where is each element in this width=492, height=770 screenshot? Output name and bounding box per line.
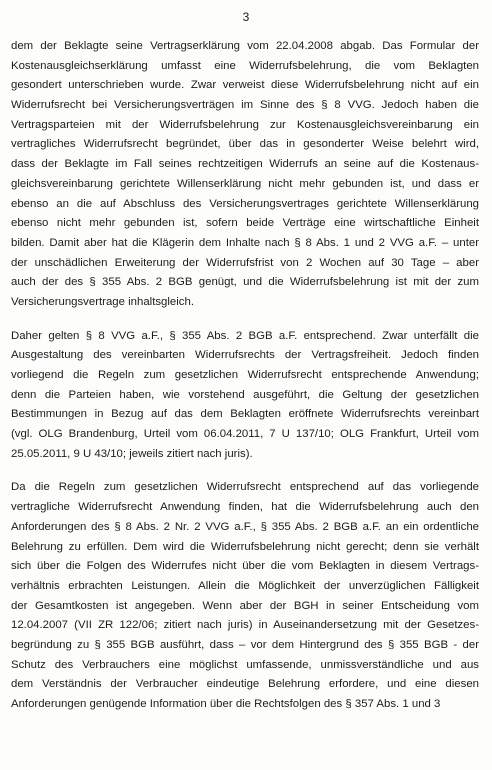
paragraph [11, 478, 479, 714]
paragraph [11, 37, 479, 313]
text-line: dem der Beklagte seine Vertragserklärung vom 22.04.2008 abgab. Das Formular der [11, 40, 479, 52]
text-line: ebenso an die auf Abschluss des Versicherungsvertrages gerichtete Willenserklärung [11, 197, 479, 210]
text-line: dass der Beklagte im Fall seines rechtzeitigen Widerrufs an seine auf die Kostenaus- [11, 158, 479, 171]
text-line: Da die Regeln zum gesetzlichen Widerrufsrecht entsprechend auf das vorliegende [11, 481, 479, 494]
body-text [11, 37, 479, 729]
text-line: Anforderungen des § 8 Abs. 2 Nr. 2 VVG a.F., § 355 Abs. 2 BGB a.F. an ein ordentliche [11, 520, 479, 533]
text-line: verhältnis erbrachten Leistungen. Allein die Möglichkeit der unverzüglichen Fälligkeit [11, 579, 479, 592]
text-line: Bestimmungen in Bezug auf das dem Beklagten eröffnete Widerrufsrechts vereinbart [11, 408, 479, 421]
text-line: auch der des § 355 Abs. 2 BGB genügt, und die Widerrufsbelehrung ist mit der zum [11, 276, 479, 289]
text-line: Vertragsparteien mit der Widerrufsbelehrung zur Kostenausgleichsvereinbarung ein [11, 118, 479, 131]
text-line: Belehrung zu erfüllen. Dem wird die Widerrufsbelehrung nicht gerecht; denn sie verhält [11, 540, 479, 553]
text-line: bilden. Damit aber hat die Klägerin dem Inhalte nach § 8 Abs. 1 und 2 VVG a.F. – unter [11, 236, 479, 249]
text-line: der Gesamtkosten ist angegeben. Wenn aber der BGH in seiner Entscheidung vom [11, 599, 479, 612]
text-line: Anforderungen genügende Information über die Rechtsfolgen des § 357 Abs. 1 und 3 [11, 698, 441, 710]
text-line: Widerrufsrecht bei Versicherungsverträgen im Sinne des § 8 VVG. Jedoch haben die [11, 99, 479, 112]
text-line: vertragliche Widerrufsrecht Anwendung finden, hat die Widerrufsbelehrung auch den [11, 501, 479, 514]
text-line: Schutz des Verbrauchers eine möglichst umfassende, unmissverständliche und aus [11, 658, 479, 671]
text-line: 12.04.2007 (VII ZR 122/06; zitiert nach juris) in Auseinandersetzung mit der Gesetzes- [11, 619, 479, 632]
text-line: Ausgestaltung des vereinbarten Widerrufsrechts der Vertragsfreiheit. Jedoch finden [11, 349, 479, 362]
text-line: ebenso nicht mehr gebunden ist, sofern beide Verträge eine wirtschaftliche Einheit [11, 217, 479, 230]
text-line: Daher gelten § 8 VVG a.F., § 355 Abs. 2 BGB a.F. entsprechend. Zwar unterfällt die [11, 329, 479, 342]
text-line: vorliegend die Regeln zum gesetzlichen Widerrufsrecht entsprechende Anwendung; [11, 369, 479, 381]
text-line: gleichsvereinbarung gerichtete Willenserklärung nicht mehr gebunden ist, und dass er [11, 177, 479, 190]
text-line: vertragliches Widerrufsrecht begründet, über das in gesonderter Weise belehrt wird, [11, 138, 479, 151]
text-line: gesondert unterschrieben wurde. Zwar verweist diese Widerrufsbelehrung nicht auf ein [11, 79, 479, 92]
page-number: 3 [242, 10, 250, 24]
text-line: Kostenausgleichserklärung umfasst eine Widerrufsbelehrung, die vom Beklagten [11, 59, 479, 72]
text-line: dem Verständnis der Verbraucher eindeutige Belehrung erfordere, und eine diesen [11, 678, 479, 691]
text-line: sich über die Folgen des Widerrufes nicht über die vom Beklagten in diesem Vertrags- [11, 560, 479, 573]
text-line: der unschädlichen Erweiterung der Widerrufsfrist von 2 Wochen auf 30 Tage – aber [11, 256, 479, 269]
text-line: (vgl. OLG Brandenburg, Urteil vom 06.04.2011, 7 U 137/10; OLG Frankfurt, Urteil vom [11, 428, 479, 441]
paragraph [11, 327, 479, 465]
text-line: Versicherungsvertrage inhaltsgleich. [11, 295, 194, 308]
text-line: denn die Parteien haben, wie vorstehend ausgeführt, die Geltung der gesetzlichen [11, 388, 479, 401]
text-line: 25.05.2011, 9 U 43/10; jeweils zitiert nach juris). [11, 447, 253, 460]
text-line: begründung zu § 355 BGB ausführt, dass – vor dem Hintergrund des § 355 BGB - der [11, 638, 479, 651]
